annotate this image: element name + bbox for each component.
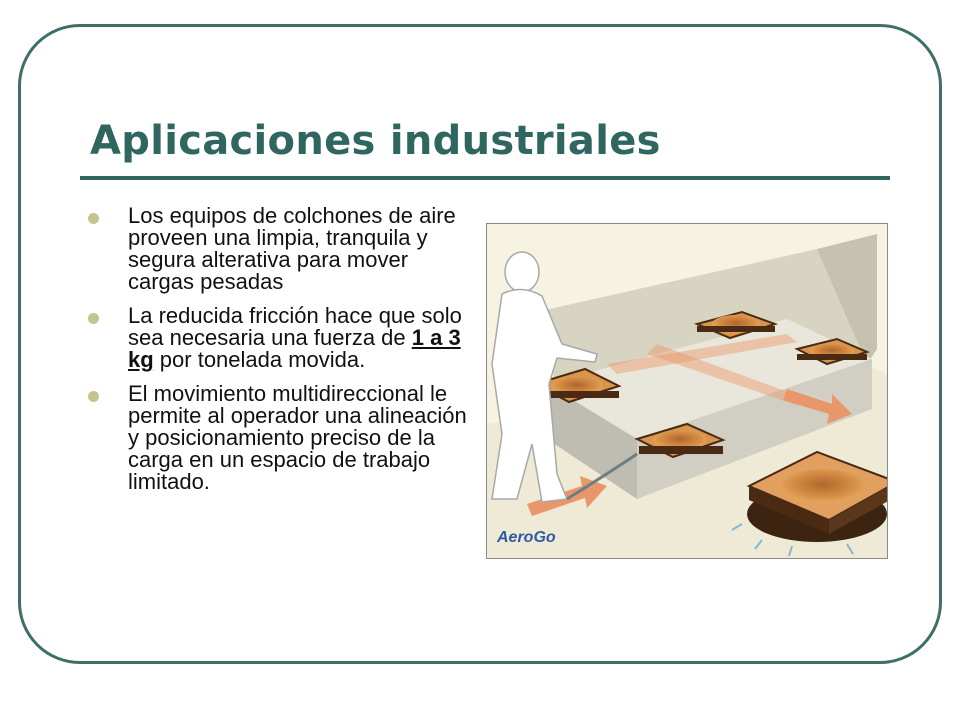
bullet-item-friction xyxy=(88,305,468,371)
bullet-text-start: La reducida fricción hace que solo sea necesaria una fuerza de xyxy=(128,303,462,350)
bullet-dot-icon xyxy=(88,213,99,224)
slide-title: Aplicaciones industriales xyxy=(90,118,661,164)
force-value: 1 a 3 kg xyxy=(128,325,461,372)
bullet-text-end: por tonelada movida. xyxy=(153,347,366,372)
bullet-item-air-cushion xyxy=(88,205,468,293)
bullet-text: Los equipos de colchones de aire proveen una limpia, tranquila y segura alterativa para mover cargas pesadas xyxy=(128,203,456,294)
bullet-list xyxy=(88,205,468,505)
bullet-item-multidirectional xyxy=(88,383,468,493)
air-caster-illustration xyxy=(486,223,888,559)
title-underline xyxy=(80,176,890,180)
air-caster-diagram xyxy=(487,224,887,558)
bullet-dot-icon xyxy=(88,391,99,402)
bullet-text: El movimiento multidireccional le permite al operador una alineación y posicionamiento preciso de la carga en un espacio de trabajo limitado. xyxy=(128,381,467,494)
aerogo-logo: AeroGo xyxy=(497,529,556,546)
bullet-dot-icon xyxy=(88,313,99,324)
